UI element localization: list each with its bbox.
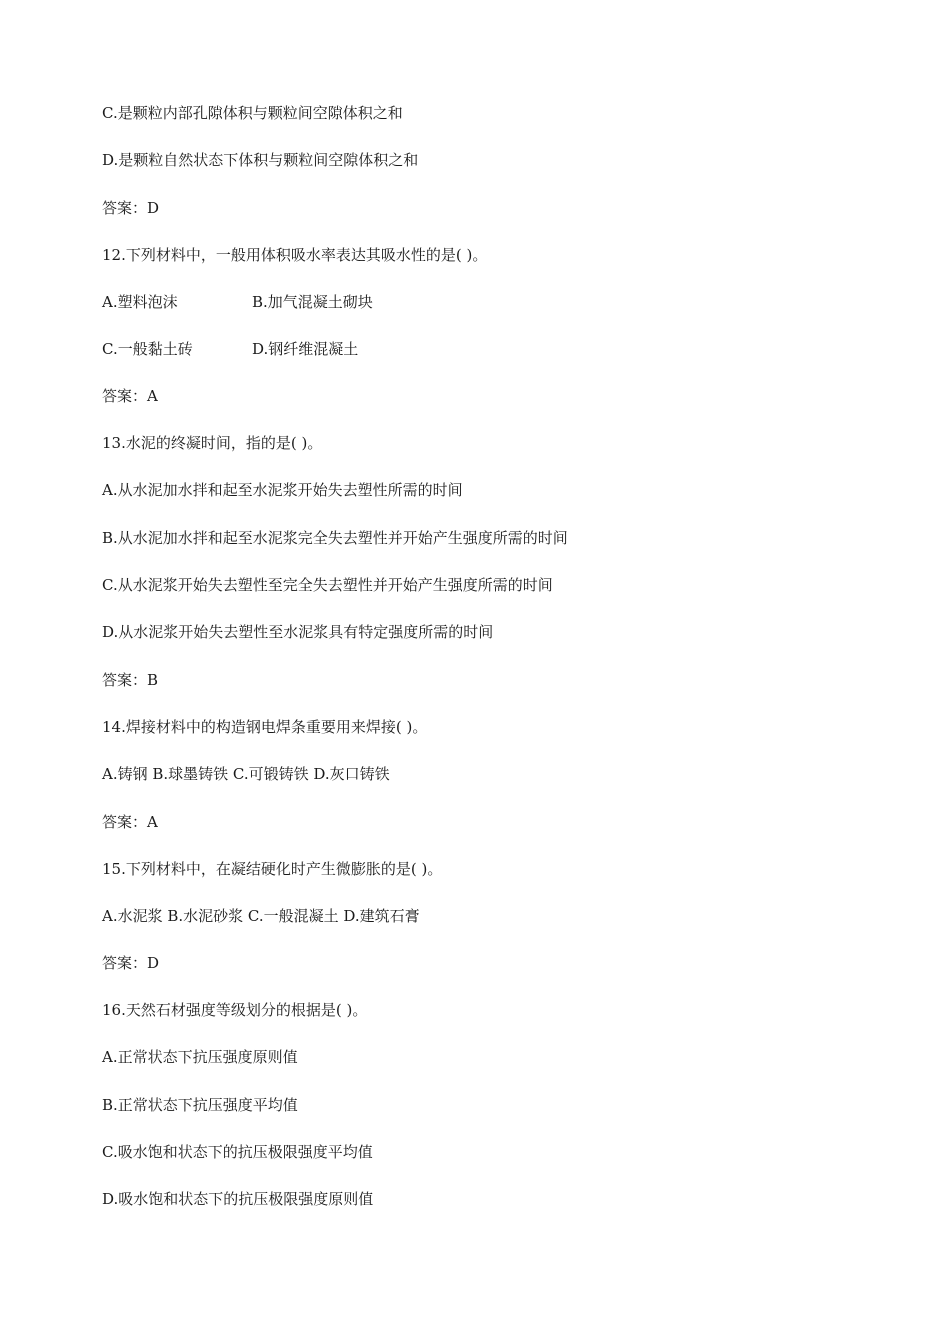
question-16: 16.天然石材强度等级划分的根据是( )。 bbox=[102, 1001, 368, 1019]
options-14: A.铸钢 B.球墨铸铁 C.可锻铸铁 D.灰口铸铁 bbox=[102, 765, 390, 783]
answer-13: 答案：B bbox=[102, 671, 159, 689]
option-12a: A.塑料泡沫 bbox=[102, 293, 178, 311]
answer-11: 答案：D bbox=[102, 199, 160, 217]
answer-14: 答案：A bbox=[102, 813, 158, 831]
options-12-row1 bbox=[102, 292, 178, 312]
option-16d: D.吸水饱和状态下的抗压极限强度原则值 bbox=[102, 1190, 374, 1208]
option-11c: C.是颗粒内部孔隙体积与颗粒间空隙体积之和 bbox=[102, 104, 403, 122]
options-15: A.水泥浆 B.水泥砂浆 C.一般混凝土 D.建筑石膏 bbox=[102, 907, 420, 925]
answer-15: 答案：D bbox=[102, 954, 160, 972]
option-16b: B.正常状态下抗压强度平均值 bbox=[102, 1096, 298, 1114]
option-12b: B.加气混凝土砌块 bbox=[252, 293, 373, 311]
option-12d: D.钢纤维混凝土 bbox=[252, 340, 359, 358]
question-14: 14.焊接材料中的构造钢电焊条重要用来焊接( )。 bbox=[102, 718, 428, 736]
option-16c: C.吸水饱和状态下的抗压极限强度平均值 bbox=[102, 1143, 373, 1161]
option-13c: C.从水泥浆开始失去塑性至完全失去塑性并开始产生强度所需的时间 bbox=[102, 576, 553, 594]
answer-12: 答案：A bbox=[102, 387, 158, 405]
option-11d: D.是颗粒自然状态下体积与颗粒间空隙体积之和 bbox=[102, 151, 419, 169]
option-13d: D.从水泥浆开始失去塑性至水泥浆具有特定强度所需的时间 bbox=[102, 623, 494, 641]
option-16a: A.正常状态下抗压强度原则值 bbox=[102, 1048, 298, 1066]
option-13b: B.从水泥加水拌和起至水泥浆完全失去塑性并开始产生强度所需的时间 bbox=[102, 529, 568, 547]
question-13: 13.水泥的终凝时间，指的是( )。 bbox=[102, 434, 323, 452]
option-12c: C.一般黏土砖 bbox=[102, 340, 193, 358]
option-13a: A.从水泥加水拌和起至水泥浆开始失去塑性所需的时间 bbox=[102, 481, 463, 499]
question-15: 15.下列材料中，在凝结硬化时产生微膨胀的是( )。 bbox=[102, 860, 443, 878]
options-12-row2 bbox=[102, 339, 193, 359]
question-12: 12.下列材料中，一般用体积吸水率表达其吸水性的是( )。 bbox=[102, 246, 488, 264]
